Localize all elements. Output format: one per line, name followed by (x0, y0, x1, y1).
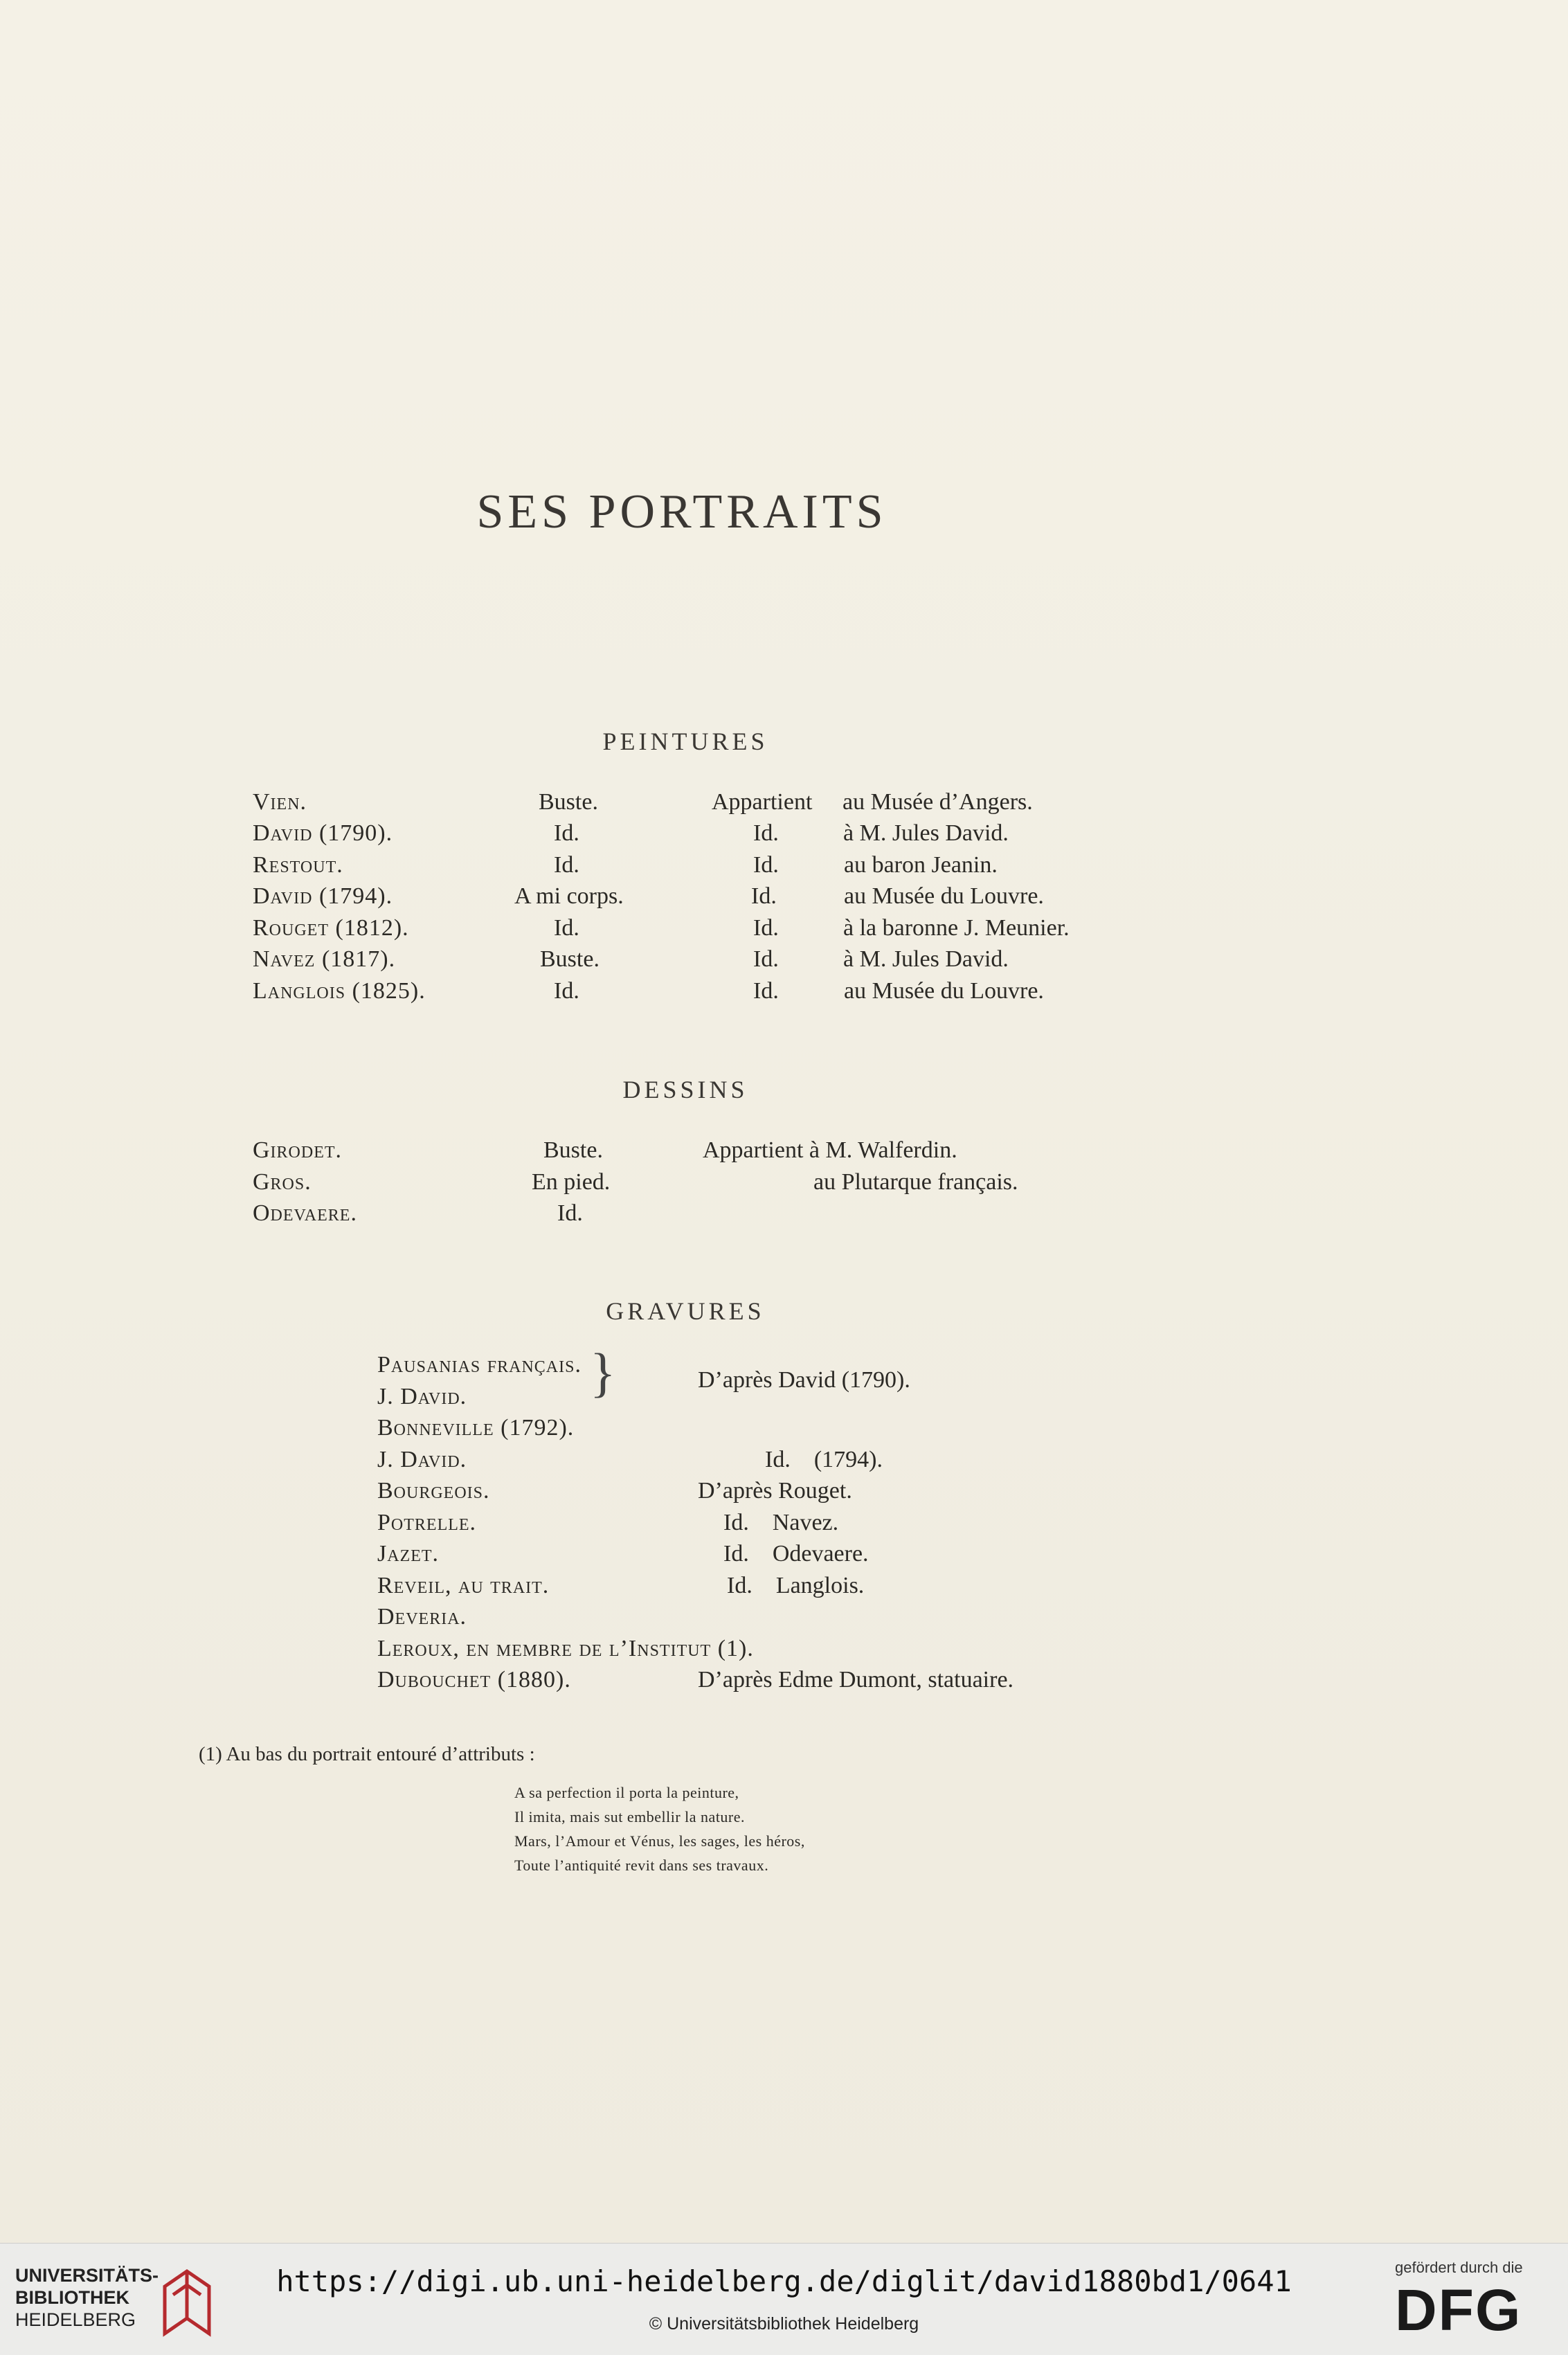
section-heading-dessins: DESSINS (622, 1076, 748, 1103)
copyright-notice: © Universitätsbibliothek Heidelberg (649, 2314, 919, 2334)
engraver: Deveria. (377, 1604, 467, 1630)
gravures-row (0, 1447, 1568, 1480)
portrait-painter: David (1790). (253, 820, 393, 846)
engraver: Dubouchet (1880). (377, 1667, 571, 1693)
engraving-source: D’après Rouget. (698, 1478, 852, 1504)
portrait-pose: Id. (554, 820, 579, 846)
drawing-artist: Gros. (253, 1169, 312, 1195)
portrait-owner: au Musée du Louvre. (844, 883, 1044, 909)
portrait-status: Id. (751, 883, 777, 909)
engraver: J. David. (377, 1384, 467, 1409)
drawing-artist: Odevaere. (253, 1200, 357, 1226)
portrait-painter: Vien. (253, 789, 307, 815)
portrait-painter: Restout. (253, 852, 343, 878)
portrait-pose: A mi corps. (514, 883, 624, 909)
portrait-owner: au Musée du Louvre. (844, 978, 1044, 1004)
grouping-brace: } (590, 1342, 616, 1402)
dfg-logo[interactable]: DFG (1395, 2277, 1522, 2343)
drawing-owner: Appartient à M. Walferdin. (703, 1137, 957, 1163)
gravures-row (0, 1384, 1568, 1417)
sponsor-label: gefördert durch die (1395, 2259, 1523, 2276)
portrait-owner: à la baronne J. Meunier. (843, 915, 1070, 941)
drawing-artist: Girodet. (253, 1137, 343, 1163)
portrait-status: Id. (753, 820, 779, 846)
engraver: Bonneville (1792). (377, 1415, 575, 1441)
engraving-source: Id. (1794). (765, 1447, 883, 1472)
portrait-painter: David (1794). (253, 883, 393, 909)
engraver: Pausanias français. (377, 1352, 582, 1378)
portrait-status: Id. (753, 852, 779, 878)
drawing-owner: au Plutarque français. (813, 1169, 1018, 1195)
engraver: Bourgeois. (377, 1478, 490, 1504)
drawing-pose: En pied. (532, 1169, 611, 1195)
logo-line: UNIVERSITÄTS- (15, 2265, 159, 2286)
peintures-row (0, 820, 1568, 854)
dessins-row (0, 1137, 1568, 1171)
engraver: Reveil, au trait. (377, 1573, 550, 1598)
gravures-row (0, 1604, 1568, 1637)
engraver: J. David. (377, 1447, 467, 1472)
engraver: Leroux, en membre de l’Institut (1). (377, 1636, 754, 1661)
portrait-owner: au baron Jeanin. (844, 852, 998, 878)
poem-line: Toute l’antiquité revit dans ses travaux. (514, 1857, 769, 1874)
poem-line: Il imita, mais sut embellir la nature. (514, 1808, 746, 1825)
peintures-row (0, 883, 1568, 917)
portrait-status: Appartient (712, 789, 813, 815)
gravures-row (0, 1667, 1568, 1700)
drawing-pose: Id. (557, 1200, 583, 1226)
logo-line: BIBLIOTHEK (15, 2287, 129, 2308)
section-heading-gravures: GRAVURES (606, 1297, 765, 1325)
poem-line: A sa perfection il porta la peinture, (514, 1784, 739, 1801)
poem-line: Mars, l’Amour et Vénus, les sages, les héros, (514, 1832, 805, 1850)
dessins-row (0, 1169, 1568, 1202)
portrait-pose: Id. (554, 978, 579, 1004)
engraving-source: Id. Navez. (723, 1510, 839, 1535)
peintures-row (0, 946, 1568, 980)
peintures-row (0, 978, 1568, 1011)
page-title: SES PORTRAITS (476, 485, 887, 539)
portrait-status: Id. (753, 946, 779, 972)
portrait-pose: Buste. (540, 946, 600, 972)
portrait-pose: Id. (554, 852, 579, 878)
portrait-painter: Navez (1817). (253, 946, 396, 972)
section-heading-peintures: PEINTURES (602, 728, 768, 755)
permalink-url[interactable]: https://digi.ub.uni-heidelberg.de/diglit/david1880bd1/0641 (276, 2264, 1292, 2298)
portrait-painter: Langlois (1825). (253, 978, 426, 1004)
portrait-pose: Id. (554, 915, 579, 941)
engraving-source: Id. Langlois. (727, 1573, 865, 1598)
gravures-row (0, 1636, 1568, 1669)
peintures-row (0, 915, 1568, 948)
engraving-source: D’après Edme Dumont, statuaire. (698, 1667, 1014, 1693)
gravures-row (0, 1478, 1568, 1511)
gravures-row (0, 1415, 1568, 1448)
footnote-intro: (1) Au bas du portrait entouré d’attributs : (199, 1743, 535, 1765)
dessins-row (0, 1200, 1568, 1234)
engraving-source: D’après David (1790). (698, 1367, 910, 1393)
engraver: Jazet. (377, 1541, 440, 1567)
portrait-status: Id. (753, 915, 779, 941)
portrait-pose: Buste. (539, 789, 598, 815)
viewer-footer (0, 2243, 1568, 2355)
drawing-pose: Buste. (543, 1137, 603, 1163)
portrait-owner: à M. Jules David. (843, 820, 1009, 846)
gravures-row (0, 1573, 1568, 1606)
engraver: Potrelle. (377, 1510, 477, 1535)
engraving-source: Id. Odevaere. (723, 1541, 869, 1567)
portrait-owner: au Musée d’Angers. (842, 789, 1033, 815)
peintures-row (0, 789, 1568, 822)
peintures-row (0, 852, 1568, 885)
portrait-status: Id. (753, 978, 779, 1004)
logo-line: HEIDELBERG (15, 2309, 136, 2330)
gravures-row (0, 1541, 1568, 1574)
portrait-painter: Rouget (1812). (253, 915, 409, 941)
portrait-owner: à M. Jules David. (843, 946, 1009, 972)
gravures-row (0, 1510, 1568, 1543)
